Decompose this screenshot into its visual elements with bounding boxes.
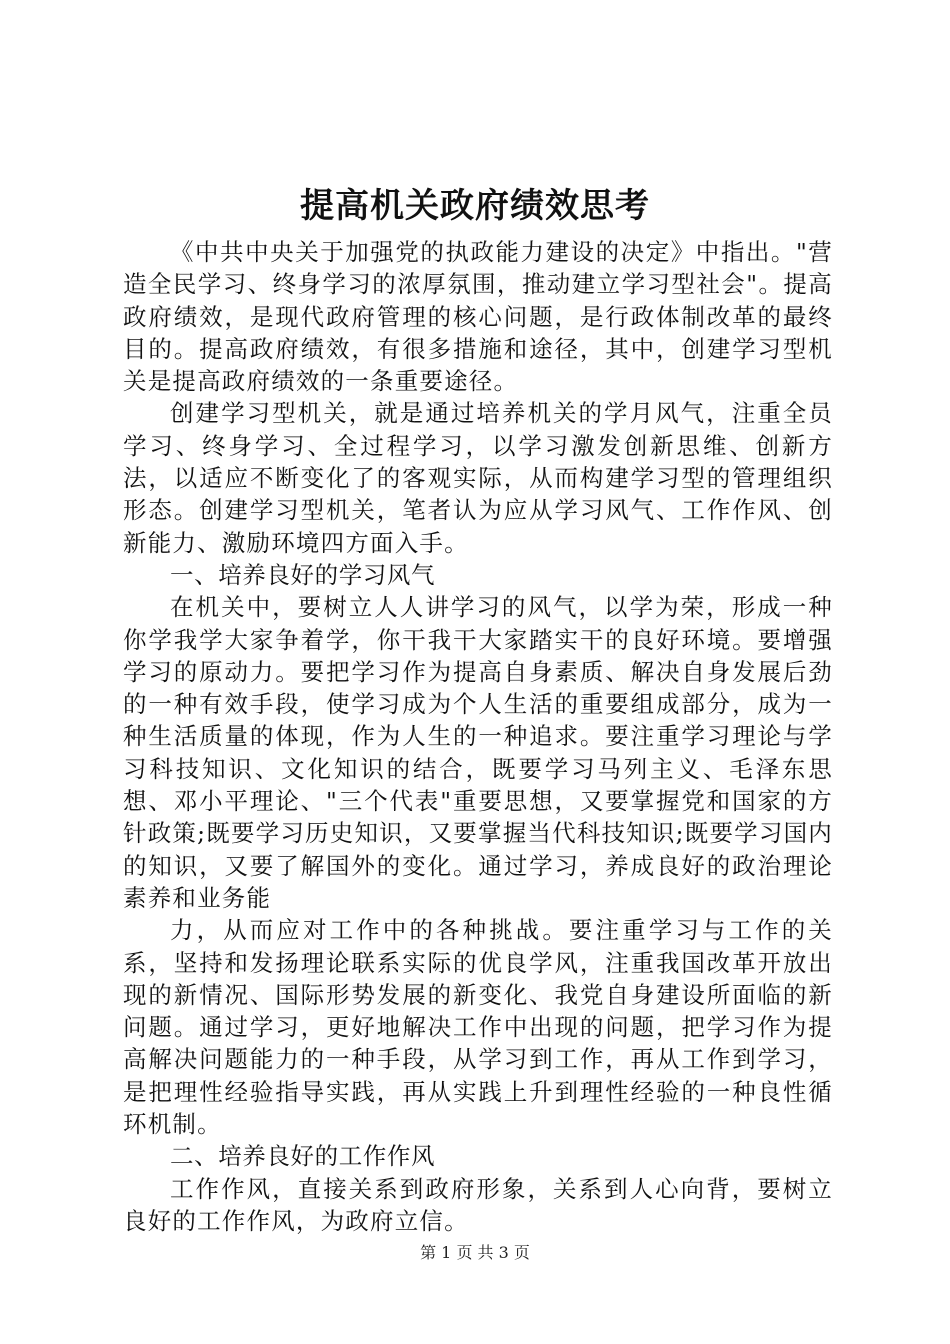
page-footer: 第 1 页 共 3 页	[420, 1243, 530, 1262]
paragraph-learning-organization: 创建学习型机关，就是通过培养机关的学月风气，注重全员学习、终身学习、全过程学习，以学习激发创新思维、创新方法，以适应不断变化了的客观实际，从而构建学习型的管理组织形态。创建学习型机关，笔者认为应从学习风气、工作作风、创新能力、激励环境四方面入手。	[123, 399, 833, 557]
section-heading-learning-atmosphere: 一、培养良好的学习风气	[170, 560, 436, 589]
paragraph-learning-and-work: 力，从而应对工作中的各种挑战。要注重学习与工作的关系，坚持和发扬理论联系实际的优良学风，注重我国改革开放出现的新情况、国际形势发展的新变化、我党自身建设所面临的新问题。通过学习，更好地解决工作中出现的问题，把学习作为提高解决问题能力的一种手段，从学习到工作，再从工作到学习，是把理性经验指导实践，再从实践上升到理性经验的一种良性循环机制。	[123, 916, 833, 1139]
section-heading-work-style: 二、培养良好的工作作风	[170, 1142, 436, 1171]
document-title: 提高机关政府绩效思考	[300, 186, 650, 226]
paragraph-work-style: 工作作风，直接关系到政府形象，关系到人心向背，要树立良好的工作作风，为政府立信。	[123, 1174, 833, 1235]
document-body	[123, 236, 833, 1237]
paragraph-learning-atmosphere: 在机关中，要树立人人讲学习的风气，以学为荣，形成一种你学我学大家争着学，你干我干大家踏实干的良好环境。要增强学习的原动力。要把学习作为提高自身素质、解决自身发展后劲的一种有效手段，使学习成为个人生活的重要组成部分，成为一种生活质量的体现，作为人生的一种追求。要注重学习理论与学习科技知识、文化知识的结合，既要学习马列主义、毛泽东思想、邓小平理论、"三个代表"重要思想，又要掌握党和国家的方针政策;既要学习历史知识，又要掌握当代科技知识;既要学习国内的知识，又要了解国外的变化。通过学习，养成良好的政治理论素养和业务能	[123, 593, 833, 912]
paragraph-intro: 《中共中央关于加强党的执政能力建设的决定》中指出。"营造全民学习、终身学习的浓厚氛围，推动建立学习型社会"。提高政府绩效，是现代政府管理的核心问题，是行政体制改革的最终目的。提高政府绩效，有很多措施和途径，其中，创建学习型机关是提高政府绩效的一条重要途径。	[123, 238, 833, 396]
